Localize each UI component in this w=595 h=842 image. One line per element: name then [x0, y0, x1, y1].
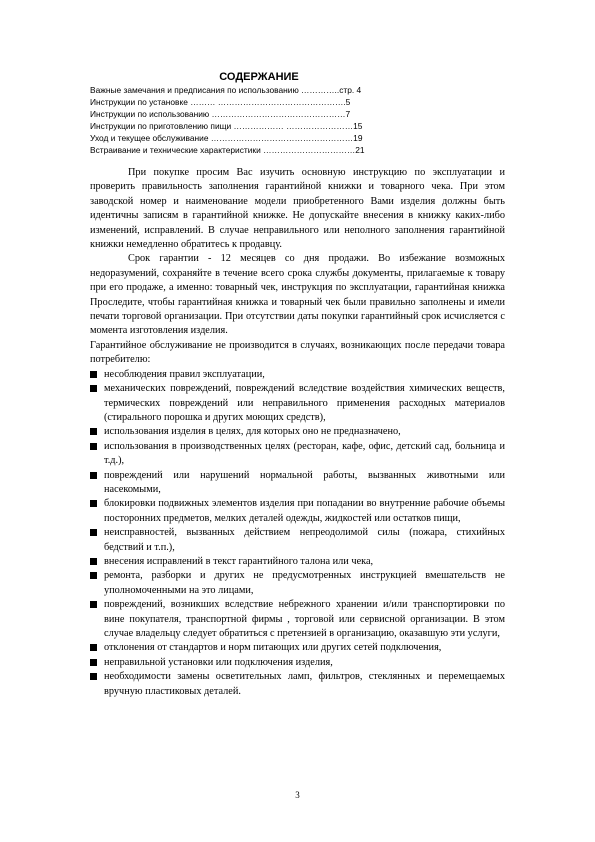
bullet-square-icon — [90, 572, 97, 579]
list-item-text: повреждений, возникших вследствие небрежного хранении и/или транспортировки по вине покупателя, транспортной фирмы , торговой или сервисной организации. В этом случае владельцу следует обратиться с претензией в организацию, оказавшую эти услуги, — [104, 599, 505, 639]
list-item — [90, 598, 505, 641]
list-item — [90, 555, 505, 569]
toc-entry: Инструкции по приготовлению пищи ……………… ……………………15 — [90, 121, 363, 131]
list-item-text: несоблюдения правил эксплуатации, — [104, 368, 265, 380]
list-item-text: блокировки подвижных элементов изделия при попадании во внутренние рабочие объемы посторонних предметов, мелких деталей одежды, жидкостей или остатков пищи, — [104, 498, 505, 524]
paragraph-warranty-term: Срок гарантии - 12 месяцев со дня продажи. Во избежание возможных недоразумений, сохраняйте в течение всего срока службы документы, прилагаемые к товару при его продаже, а именно: товарный чек, инструкция по эксплуатации, гарантийная книжка Проследите, чтобы гарантийная книжка и товарный чек были правильно заполнены и имели печати торговой организации. При отсутствии даты покупки гарантийный срок исчисляется с момента изготовления изделия. — [90, 253, 505, 337]
bullet-square-icon — [90, 601, 97, 608]
list-item-text: использования в производственных целях (ресторан, кафе, офис, детский сад, больница и т.д.), — [104, 440, 505, 467]
list-item — [90, 425, 505, 439]
list-item — [90, 497, 505, 526]
bullet-square-icon — [90, 529, 97, 536]
toc-entry: Инструкции по использованию …………………………………………7 — [90, 109, 351, 119]
toc-entry: Инструкции по установке ……… ……………………………………….5 — [90, 97, 351, 107]
bullet-square-icon — [90, 558, 97, 565]
list-item — [90, 440, 505, 469]
toc-entry: Важные замечания и предписания по использованию …………..стр. 4 — [90, 85, 362, 95]
bullet-square-icon — [90, 644, 97, 651]
list-item — [90, 382, 505, 425]
exclusions-list — [90, 368, 505, 699]
list-item-text: внесения исправлений в текст гарантийного талона или чека, — [104, 555, 374, 567]
bullet-square-icon — [90, 659, 97, 666]
list-item — [90, 469, 505, 498]
body-text — [90, 166, 505, 699]
table-of-contents — [90, 71, 420, 156]
list-item-text: необходимости замены осветительных ламп, фильтров, стеклянных и перемещаемых вручную пластиковых деталей. — [104, 671, 505, 697]
list-item — [90, 526, 505, 555]
list-item-text: неправильной установки или подключения изделия, — [104, 656, 333, 668]
list-item-text: механических повреждений, повреждений вследствие воздействия химических веществ, термических повреждений или неправильного применения расходных материалов (стирального порошка и других моющих средств), — [104, 383, 505, 423]
page-number: 3 — [295, 790, 300, 800]
toc-title: СОДЕРЖАНИЕ — [219, 71, 299, 83]
paragraph-purchase: При покупке просим Вас изучить основную инструкцию по эксплуатации и проверить правильность заполнения гарантийной книжки и товарного чека. При этом заводской номер и наименование модели приобретенного Вами изделия должны быть идентичны записям в гарантийной книжке. Не допускайте внесения в книжку каких-либо изменений, исправлений. В случае неправильного или неполного заполнения гарантийной книжки немедленно обратитесь к продавцу. — [90, 167, 505, 251]
list-item — [90, 656, 505, 670]
list-item — [90, 569, 505, 598]
list-item-text: отклонения от стандартов и норм питающих или других сетей подключения, — [104, 642, 442, 654]
bullet-square-icon — [90, 428, 97, 435]
list-item — [90, 368, 505, 382]
bullet-square-icon — [90, 673, 97, 680]
list-item-text: неисправностей, вызванных действием непреодолимой силы (пожара, стихийных бедствий и т.п.), — [104, 527, 505, 553]
bullet-square-icon — [90, 472, 97, 479]
list-item-text: ремонта, разборки и других не предусмотренных инструкцией вмешательств не уполномоченными на это лицами, — [104, 570, 505, 596]
list-item-text: повреждений или нарушений нормальной работы, вызванных животными или насекомыми, — [104, 469, 505, 495]
toc-entry: Уход и текущее обслуживание ……………………………………………19 — [90, 133, 363, 143]
list-item — [90, 670, 505, 699]
bullet-square-icon — [90, 500, 97, 507]
list-item-text: использования изделия в целях, для которых оно не предназначено, — [104, 426, 401, 438]
bullet-square-icon — [90, 371, 97, 378]
toc-entry: Встраивание и технические характеристики ……………………………21 — [90, 145, 365, 155]
bullet-square-icon — [90, 443, 97, 450]
paragraph-exclusions-intro: Гарантийное обслуживание не производится в случаях, возникающих после передачи товара потребителю: — [90, 339, 505, 366]
bullet-square-icon — [90, 385, 97, 392]
list-item — [90, 641, 505, 655]
